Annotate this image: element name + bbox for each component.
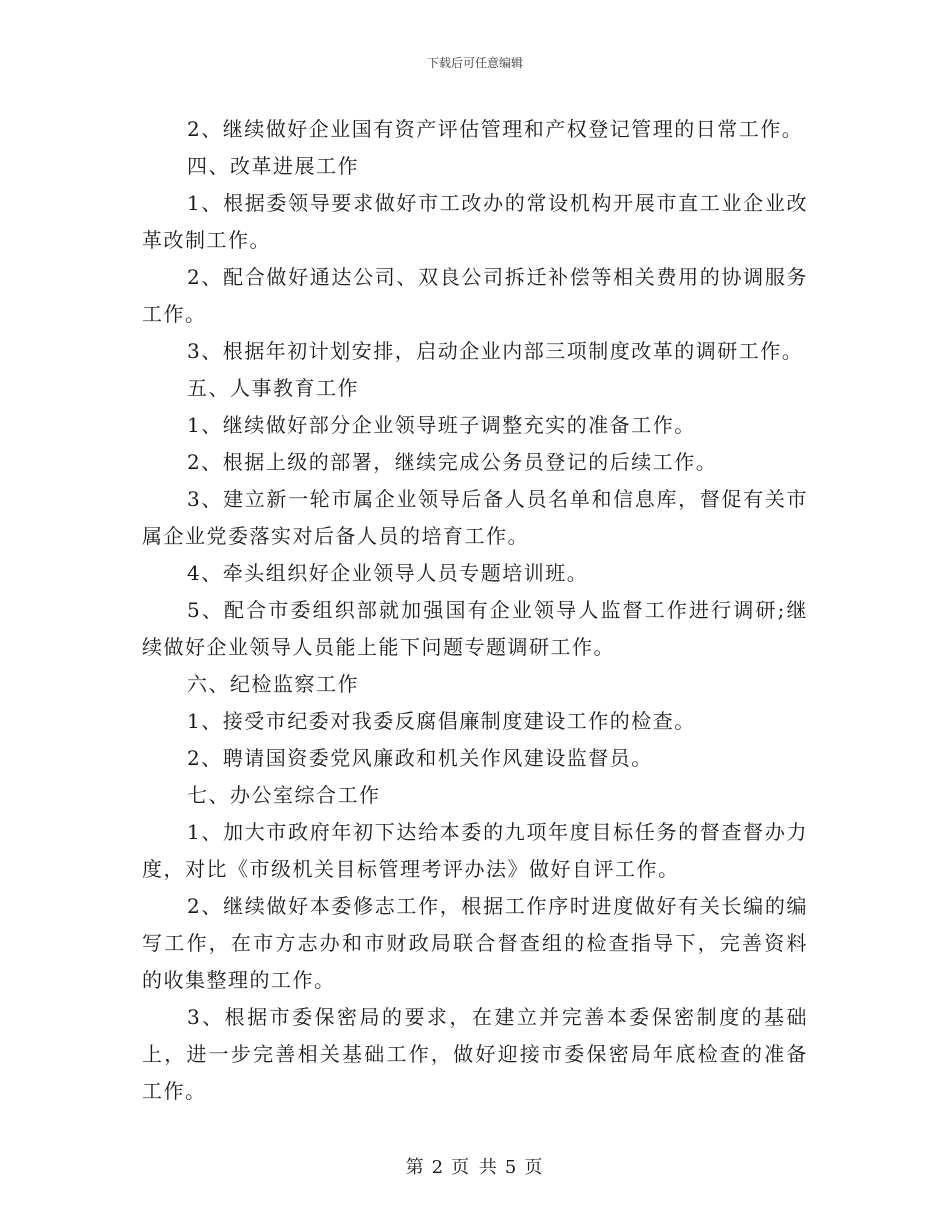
document-body — [142, 111, 808, 1110]
paragraph: 1、接受市纪委对我委反腐倡廉制度建设工作的检查。 — [187, 709, 696, 733]
paragraph: 3、建立新一轮市属企业领导后备人员名单和信息库，督促有关市属企业党委落实对后备人员的培育工作。 — [142, 487, 808, 548]
section-heading: 五、人事教育工作 — [187, 376, 359, 400]
paragraph: 2、聘请国资委党风廉政和机关作风建设监督员。 — [187, 746, 653, 770]
paragraph: 2、继续做好本委修志工作，根据工作序时进度做好有关长编的编写工作，在市方志办和市财政局联合督查组的检查指导下，完善资料的收集整理的工作。 — [142, 894, 808, 992]
paragraph: 2、根据上级的部署，继续完成公务员登记的后续工作。 — [187, 450, 718, 474]
page-current: 2 — [431, 1157, 446, 1178]
section-heading: 六、纪检监察工作 — [187, 672, 359, 696]
page-number-footer — [0, 1153, 950, 1179]
paragraph: 2、继续做好企业国有资产评估管理和产权登记管理的日常工作。 — [187, 117, 804, 141]
paragraph: 3、根据市委保密局的要求，在建立并完善本委保密制度的基础上，进一步完善相关基础工作，做好迎接市委保密局年底检查的准备工作。 — [142, 1005, 808, 1103]
page-label-mid: 页 共 — [451, 1157, 499, 1178]
page-total: 5 — [504, 1157, 519, 1178]
section-heading: 七、办公室综合工作 — [187, 783, 381, 807]
paragraph: 5、配合市委组织部就加强国有企业领导人监督工作进行调研;继续做好企业领导人员能上能下问题专题调研工作。 — [142, 598, 808, 659]
page-header-note: 下载后可任意编辑 — [426, 56, 523, 70]
paragraph: 1、根据委领导要求做好市工改办的常设机构开展市直工业企业改革改制工作。 — [142, 191, 808, 252]
section-heading: 四、改革进展工作 — [187, 154, 359, 178]
paragraph: 1、继续做好部分企业领导班子调整充实的准备工作。 — [187, 413, 696, 437]
paragraph: 1、加大市政府年初下达给本委的九项年度目标任务的督查督办力度，对比《市级机关目标管理考评办法》做好自评工作。 — [142, 820, 808, 881]
page-label-post: 页 — [524, 1157, 545, 1178]
paragraph: 2、配合做好通达公司、双良公司拆迁补偿等相关费用的协调服务工作。 — [142, 265, 808, 326]
paragraph: 3、根据年初计划安排，启动企业内部三项制度改革的调研工作。 — [187, 339, 804, 363]
page-label-pre: 第 — [405, 1157, 426, 1178]
paragraph: 4、牵头组织好企业领导人员专题培训班。 — [187, 561, 589, 585]
